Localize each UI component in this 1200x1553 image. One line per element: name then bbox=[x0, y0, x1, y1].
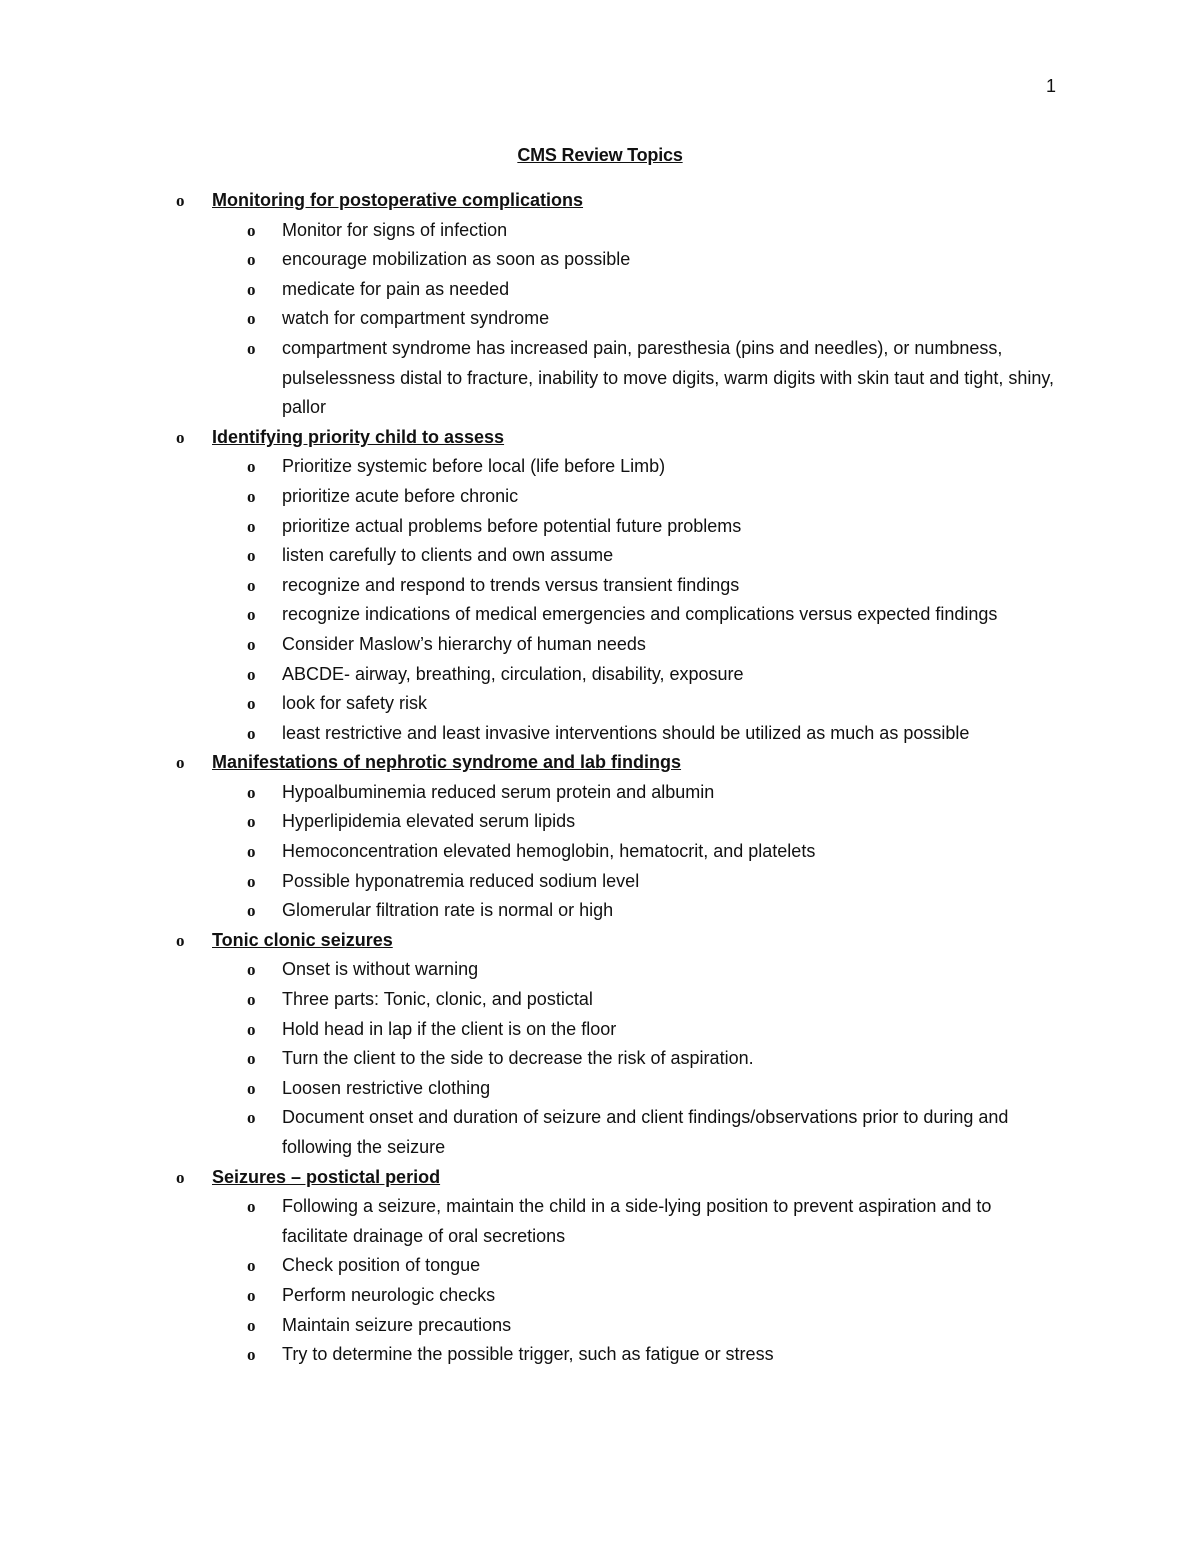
bullet-icon: o bbox=[176, 930, 185, 950]
topic-items bbox=[0, 452, 1200, 748]
topic-list bbox=[0, 186, 1200, 1370]
list-item-text: Consider Maslow’s hierarchy of human needs bbox=[282, 633, 646, 654]
topic-heading: Monitoring for postoperative complications bbox=[212, 190, 584, 210]
list-item bbox=[0, 1074, 1057, 1104]
bullet-icon: o bbox=[247, 664, 256, 684]
bullet-icon: o bbox=[247, 1108, 256, 1128]
list-item bbox=[0, 334, 1057, 423]
topic-items bbox=[0, 955, 1200, 1162]
bullet-icon: o bbox=[247, 782, 256, 802]
bullet-icon: o bbox=[247, 220, 256, 240]
bullet-icon: o bbox=[247, 1315, 256, 1335]
list-item bbox=[0, 482, 1057, 512]
list-item-text: Three parts: Tonic, clonic, and postictal bbox=[282, 989, 593, 1010]
list-item-text: prioritize acute before chronic bbox=[282, 485, 519, 506]
list-item-text: Glomerular filtration rate is normal or high bbox=[282, 900, 614, 921]
list-item-text: least restrictive and least invasive interventions should be utilized as much as possible bbox=[282, 722, 970, 743]
list-item bbox=[0, 778, 1057, 808]
list-item bbox=[0, 1015, 1057, 1045]
list-item-text: Try to determine the possible trigger, such as fatigue or stress bbox=[282, 1344, 774, 1365]
bullet-icon: o bbox=[247, 842, 256, 862]
list-item bbox=[0, 867, 1057, 897]
bullet-icon: o bbox=[247, 1285, 256, 1305]
list-item-text: medicate for pain as needed bbox=[282, 278, 510, 299]
list-item bbox=[0, 1192, 1057, 1251]
list-item bbox=[0, 245, 1057, 275]
list-item bbox=[0, 1340, 1057, 1370]
bullet-icon: o bbox=[247, 812, 256, 832]
list-item bbox=[0, 689, 1057, 719]
bullet-icon: o bbox=[247, 871, 256, 891]
topic-heading: Manifestations of nephrotic syndrome and lab findings bbox=[212, 752, 682, 773]
bullet-icon: o bbox=[247, 516, 256, 536]
list-item-text: Loosen restrictive clothing bbox=[282, 1077, 491, 1098]
bullet-icon: o bbox=[247, 901, 256, 921]
list-item-text: prioritize actual problems before potential future problems bbox=[282, 515, 742, 536]
list-item bbox=[0, 985, 1057, 1015]
list-item bbox=[0, 896, 1057, 926]
list-item bbox=[0, 955, 1057, 985]
list-item-text: Hypoalbuminemia reduced serum protein and albumin bbox=[282, 781, 715, 802]
topic-section bbox=[0, 1163, 1200, 1370]
topic-heading: Identifying priority child to assess bbox=[212, 426, 505, 447]
topic-section bbox=[0, 926, 1200, 1163]
list-item-text: Possible hyponatremia reduced sodium level bbox=[282, 870, 640, 891]
list-item bbox=[0, 571, 1057, 601]
list-item bbox=[0, 304, 1057, 334]
list-item bbox=[0, 1044, 1057, 1074]
topic-heading-row bbox=[0, 1163, 1200, 1193]
list-item bbox=[0, 1251, 1057, 1281]
list-item-text: ABCDE- airway, breathing, circulation, disability, exposure bbox=[282, 663, 744, 684]
topic-section bbox=[0, 186, 1200, 423]
topic-items bbox=[0, 1192, 1200, 1370]
topic-section bbox=[0, 748, 1200, 926]
bullet-icon: o bbox=[247, 723, 256, 743]
list-item-text: compartment syndrome has increased pain, paresthesia (pins and needles), or numbness, pulselessness distal to fracture, inability to move digits, warm digits with skin taut and tight, shiny, pallor bbox=[282, 337, 1055, 418]
document-title: CMS Review Topics bbox=[517, 145, 683, 165]
list-item-text: Onset is without warning bbox=[282, 959, 479, 980]
list-item bbox=[0, 630, 1057, 660]
list-item-text: encourage mobilization as soon as possible bbox=[282, 249, 631, 270]
list-item bbox=[0, 719, 1057, 749]
bullet-icon: o bbox=[247, 546, 256, 566]
bullet-icon: o bbox=[247, 1049, 256, 1069]
topic-section bbox=[0, 423, 1200, 749]
topic-items bbox=[0, 778, 1200, 926]
list-item bbox=[0, 1281, 1057, 1311]
topic-heading: Tonic clonic seizures bbox=[212, 929, 393, 950]
bullet-icon: o bbox=[247, 1019, 256, 1039]
list-item bbox=[0, 541, 1057, 571]
list-item bbox=[0, 807, 1057, 837]
bullet-icon: o bbox=[247, 309, 256, 329]
bullet-icon: o bbox=[176, 191, 185, 210]
bullet-icon: o bbox=[247, 1345, 256, 1365]
bullet-icon: o bbox=[247, 338, 256, 358]
list-item bbox=[0, 1311, 1057, 1341]
list-item-text: Document onset and duration of seizure and client findings/observations prior to during and following the seizure bbox=[282, 1107, 1009, 1157]
bullet-icon: o bbox=[247, 1197, 256, 1217]
bullet-icon: o bbox=[247, 1078, 256, 1098]
list-item-text: recognize indications of medical emergencies and complications versus expected findings bbox=[282, 604, 998, 625]
bullet-icon: o bbox=[247, 279, 256, 299]
list-item bbox=[0, 452, 1057, 482]
list-item bbox=[0, 1103, 1057, 1162]
bullet-icon: o bbox=[247, 960, 256, 980]
list-item bbox=[0, 275, 1057, 305]
list-item-text: Turn the client to the side to decrease the risk of aspiration. bbox=[282, 1048, 754, 1069]
list-item-text: Prioritize systemic before local (life before Limb) bbox=[282, 456, 666, 477]
bullet-icon: o bbox=[247, 605, 256, 625]
page-number: 1 bbox=[1046, 76, 1057, 96]
list-item-text: Monitor for signs of infection bbox=[282, 219, 508, 240]
bullet-icon: o bbox=[247, 634, 256, 654]
topic-heading-row bbox=[0, 423, 1200, 453]
topic-heading-row bbox=[0, 926, 1200, 956]
bullet-icon: o bbox=[176, 1167, 185, 1187]
list-item bbox=[0, 660, 1057, 690]
list-item-text: Following a seizure, maintain the child in a side-lying position to prevent aspiration and to facilitate drainage of oral secretions bbox=[282, 1196, 992, 1246]
list-item-text: Hold head in lap if the client is on the floor bbox=[282, 1018, 617, 1039]
list-item-text: watch for compartment syndrome bbox=[282, 308, 550, 329]
topic-items bbox=[0, 216, 1200, 423]
bullet-icon: o bbox=[247, 457, 256, 477]
list-item-text: look for safety risk bbox=[282, 693, 428, 714]
bullet-icon: o bbox=[247, 575, 256, 595]
list-item bbox=[0, 216, 1057, 246]
bullet-icon: o bbox=[176, 753, 185, 773]
list-item-text: Perform neurologic checks bbox=[282, 1284, 496, 1305]
bullet-icon: o bbox=[247, 1256, 256, 1276]
list-item-text: Hyperlipidemia elevated serum lipids bbox=[282, 811, 576, 832]
topic-heading-row bbox=[0, 748, 1200, 778]
list-item-text: recognize and respond to trends versus transient findings bbox=[282, 574, 740, 595]
bullet-icon: o bbox=[247, 990, 256, 1010]
list-item bbox=[0, 512, 1057, 542]
bullet-icon: o bbox=[247, 250, 256, 270]
list-item-text: Maintain seizure precautions bbox=[282, 1314, 512, 1335]
list-item bbox=[0, 837, 1057, 867]
list-item-text: listen carefully to clients and own assume bbox=[282, 545, 614, 566]
list-item-text: Check position of tongue bbox=[282, 1255, 481, 1276]
topic-heading: Seizures – postictal period bbox=[212, 1166, 441, 1187]
list-item-text: Hemoconcentration elevated hemoglobin, hematocrit, and platelets bbox=[282, 841, 816, 862]
list-item bbox=[0, 600, 1057, 630]
bullet-icon: o bbox=[176, 427, 185, 447]
bullet-icon: o bbox=[247, 486, 256, 506]
bullet-icon: o bbox=[247, 694, 256, 714]
topic-heading-row bbox=[0, 186, 1200, 216]
